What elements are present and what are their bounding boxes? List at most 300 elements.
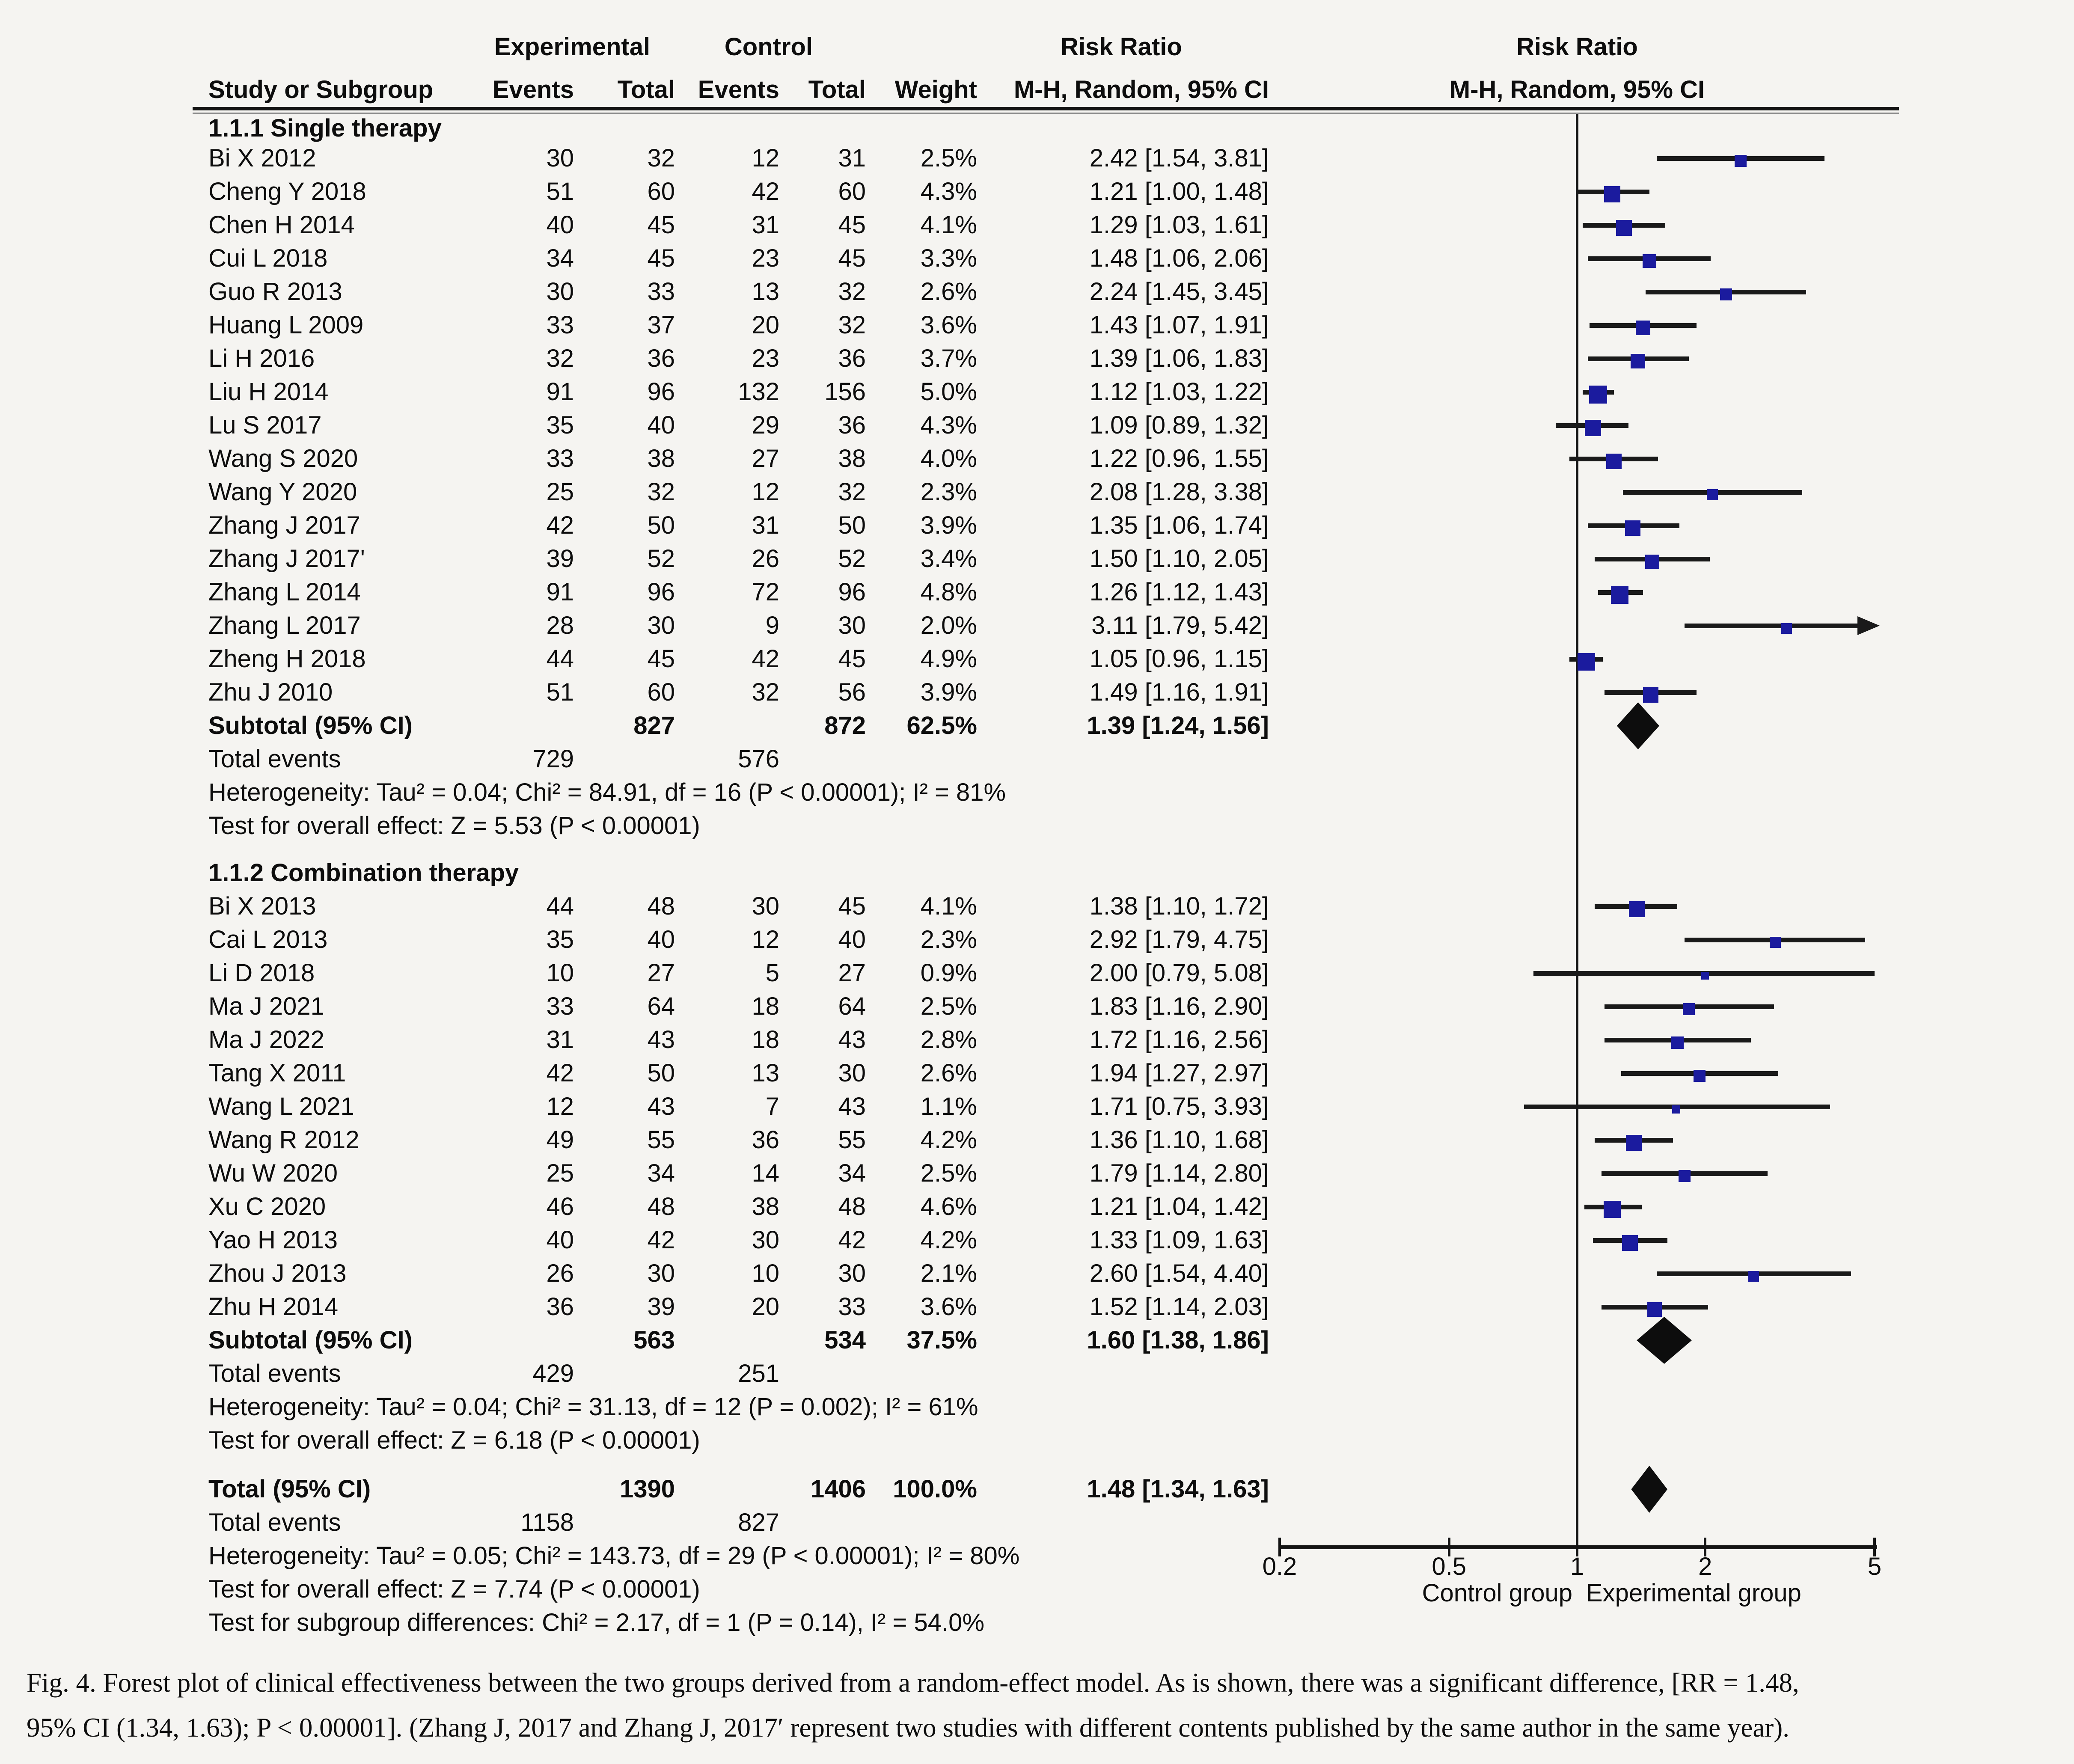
study-total-control: 56 xyxy=(838,678,866,706)
study-total-experimental: 30 xyxy=(647,612,675,639)
column-header-weight: Weight xyxy=(894,76,977,104)
study-total-control: 32 xyxy=(838,278,866,306)
study-total-control: 48 xyxy=(838,1193,866,1221)
study-total-control: 31 xyxy=(838,144,866,172)
study-row-label: Liu H 2014 xyxy=(208,378,329,406)
ci-line xyxy=(1685,624,1857,628)
study-total-experimental: 38 xyxy=(647,445,675,472)
study-total-experimental: 60 xyxy=(647,678,675,706)
effect-square xyxy=(1611,586,1628,604)
study-risk-ratio: 1.21 [1.00, 1.48] xyxy=(1089,178,1269,205)
study-row-label: Huang L 2009 xyxy=(208,311,364,339)
effect-square xyxy=(1643,254,1656,268)
study-total-control: 45 xyxy=(838,211,866,239)
study-events-control: 23 xyxy=(752,344,779,372)
study-row-label: Zhu J 2010 xyxy=(208,678,333,706)
column-header-total-control: Total xyxy=(808,76,866,104)
subtotal-weight: 62.5% xyxy=(906,712,977,739)
study-risk-ratio: 1.79 [1.14, 2.80] xyxy=(1089,1159,1269,1187)
heterogeneity-text: Heterogeneity: Tau² = 0.04; Chi² = 31.13, df = 12 (P = 0.002); I² = 61% xyxy=(208,1393,978,1421)
study-total-experimental: 43 xyxy=(647,1093,675,1120)
study-events-control: 18 xyxy=(752,992,779,1020)
study-row-label: Zhu H 2014 xyxy=(208,1293,339,1321)
study-total-experimental: 96 xyxy=(647,378,675,406)
total-events-control: 251 xyxy=(738,1360,779,1387)
study-risk-ratio: 3.11 [1.79, 5.42] xyxy=(1091,612,1269,639)
total-diamond xyxy=(1631,1466,1667,1513)
subtotal-diamond xyxy=(1617,702,1659,749)
study-events-control: 31 xyxy=(752,511,779,539)
study-events-control: 13 xyxy=(752,278,779,306)
effect-square xyxy=(1770,937,1781,948)
study-risk-ratio: 1.12 [1.03, 1.22] xyxy=(1089,378,1269,406)
study-total-experimental: 40 xyxy=(647,926,675,953)
study-events-experimental: 34 xyxy=(546,244,574,272)
study-risk-ratio: 1.94 [1.27, 2.97] xyxy=(1089,1059,1269,1087)
study-row-label: Wang L 2021 xyxy=(208,1093,354,1120)
study-total-control: 96 xyxy=(838,578,866,606)
study-weight: 3.9% xyxy=(920,511,977,539)
axis-tick-label: 0.5 xyxy=(1432,1553,1466,1580)
study-risk-ratio: 1.43 [1.07, 1.91] xyxy=(1089,311,1269,339)
effect-square xyxy=(1622,1235,1638,1251)
study-events-experimental: 25 xyxy=(546,1159,574,1187)
study-weight: 4.8% xyxy=(920,578,977,606)
study-total-experimental: 60 xyxy=(647,178,675,205)
total-events-experimental: 729 xyxy=(532,745,574,773)
study-weight: 4.1% xyxy=(920,211,977,239)
study-events-experimental: 46 xyxy=(546,1193,574,1221)
study-row-label: Bi X 2013 xyxy=(208,892,316,920)
study-events-experimental: 36 xyxy=(546,1293,574,1321)
study-risk-ratio: 1.52 [1.14, 2.03] xyxy=(1089,1293,1269,1321)
study-events-experimental: 44 xyxy=(546,892,574,920)
heterogeneity-text: Heterogeneity: Tau² = 0.04; Chi² = 84.91, df = 16 (P < 0.00001); I² = 81% xyxy=(208,778,1006,806)
study-events-control: 42 xyxy=(752,645,779,673)
study-events-control: 14 xyxy=(752,1159,779,1187)
study-events-control: 12 xyxy=(752,478,779,506)
study-risk-ratio: 2.08 [1.28, 3.38] xyxy=(1089,478,1269,506)
study-weight: 2.8% xyxy=(920,1026,977,1054)
column-header-events-control: Events xyxy=(698,76,779,104)
study-risk-ratio: 1.49 [1.16, 1.91] xyxy=(1089,678,1269,706)
study-events-experimental: 12 xyxy=(546,1093,574,1120)
study-events-experimental: 26 xyxy=(546,1259,574,1287)
study-total-control: 32 xyxy=(838,311,866,339)
axis-tick-label: 2 xyxy=(1698,1553,1712,1580)
study-total-control: 27 xyxy=(838,959,866,987)
study-total-control: 33 xyxy=(838,1293,866,1321)
study-row-label: Chen H 2014 xyxy=(208,211,355,239)
total-events-control: 827 xyxy=(738,1509,779,1536)
subgroup-title: 1.1.1 Single therapy xyxy=(208,114,442,142)
study-events-experimental: 51 xyxy=(546,678,574,706)
study-weight: 4.0% xyxy=(920,445,977,472)
study-total-experimental: 32 xyxy=(647,478,675,506)
figure-caption-line-2: 95% CI (1.34, 1.63); P < 0.00001]. (Zhang J, 2017 and Zhang J, 2017′ represent two studies with different contents published by the same author in the same year). xyxy=(27,1713,1789,1743)
effect-square xyxy=(1701,972,1709,980)
overall-effect-text: Test for overall effect: Z = 7.74 (P < 0.00001) xyxy=(208,1575,700,1603)
study-total-control: 40 xyxy=(838,926,866,953)
study-events-control: 132 xyxy=(738,378,779,406)
effect-square xyxy=(1671,1036,1684,1049)
study-weight: 2.5% xyxy=(920,992,977,1020)
rr-reference-line xyxy=(1576,114,1578,1547)
study-row-label: Cui L 2018 xyxy=(208,244,328,272)
overall-effect-text: Test for overall effect: Z = 6.18 (P < 0.00001) xyxy=(208,1426,700,1454)
effect-square xyxy=(1720,288,1732,300)
study-weight: 3.4% xyxy=(920,545,977,573)
subtotal-risk-ratio: 1.60 [1.38, 1.86] xyxy=(1087,1326,1269,1354)
axis-label-experimental-group: Experimental group xyxy=(1586,1579,1801,1607)
study-events-experimental: 31 xyxy=(546,1026,574,1054)
study-total-control: 156 xyxy=(824,378,866,406)
study-total-control: 36 xyxy=(838,411,866,439)
study-events-control: 30 xyxy=(752,1226,779,1254)
study-risk-ratio: 1.22 [0.96, 1.55] xyxy=(1089,445,1269,472)
study-events-experimental: 91 xyxy=(546,578,574,606)
study-row-label: Zhang L 2014 xyxy=(208,578,361,606)
study-total-experimental: 50 xyxy=(647,511,675,539)
subtotal-label: Subtotal (95% CI) xyxy=(208,712,413,739)
study-weight: 2.5% xyxy=(920,144,977,172)
study-total-experimental: 39 xyxy=(647,1293,675,1321)
study-row-label: Wang R 2012 xyxy=(208,1126,360,1154)
effect-square xyxy=(1578,653,1595,671)
study-row-label: Li D 2018 xyxy=(208,959,315,987)
study-risk-ratio: 1.05 [0.96, 1.15] xyxy=(1089,645,1269,673)
column-header-experimental: Experimental xyxy=(494,33,651,61)
study-events-experimental: 30 xyxy=(546,144,574,172)
study-total-experimental: 34 xyxy=(647,1159,675,1187)
study-row-label: Ma J 2021 xyxy=(208,992,324,1020)
study-total-control: 30 xyxy=(838,1259,866,1287)
subtotal-diamond xyxy=(1637,1317,1692,1364)
study-weight: 1.1% xyxy=(920,1093,977,1120)
study-row-label: Wang Y 2020 xyxy=(208,478,357,506)
study-risk-ratio: 1.50 [1.10, 2.05] xyxy=(1089,545,1269,573)
effect-square xyxy=(1647,1302,1662,1317)
study-events-experimental: 42 xyxy=(546,1059,574,1087)
study-events-control: 36 xyxy=(752,1126,779,1154)
study-risk-ratio: 1.48 [1.06, 2.06] xyxy=(1089,244,1269,272)
column-header-events-experimental: Events xyxy=(492,76,574,104)
study-weight: 2.6% xyxy=(920,1059,977,1087)
study-total-control: 38 xyxy=(838,445,866,472)
study-events-control: 7 xyxy=(765,1093,779,1120)
study-events-experimental: 28 xyxy=(546,612,574,639)
subtotal-label: Subtotal (95% CI) xyxy=(208,1326,413,1354)
effect-square xyxy=(1625,520,1640,536)
study-total-control: 32 xyxy=(838,478,866,506)
effect-square xyxy=(1626,1135,1642,1151)
study-events-control: 42 xyxy=(752,178,779,205)
study-risk-ratio: 1.09 [0.89, 1.32] xyxy=(1089,411,1269,439)
study-row-label: Yao H 2013 xyxy=(208,1226,338,1254)
effect-square xyxy=(1629,901,1645,917)
study-risk-ratio: 1.33 [1.09, 1.63] xyxy=(1089,1226,1269,1254)
study-weight: 4.2% xyxy=(920,1126,977,1154)
study-row-label: Li H 2016 xyxy=(208,344,315,372)
study-weight: 5.0% xyxy=(920,378,977,406)
study-events-experimental: 51 xyxy=(546,178,574,205)
column-header-mh-ci-left: M-H, Random, 95% CI xyxy=(1013,76,1269,104)
study-events-control: 30 xyxy=(752,892,779,920)
study-total-experimental: 55 xyxy=(647,1126,675,1154)
study-risk-ratio: 1.38 [1.10, 1.72] xyxy=(1089,892,1269,920)
overall-effect-text: Test for overall effect: Z = 5.53 (P < 0.00001) xyxy=(208,812,700,840)
effect-square xyxy=(1683,1003,1695,1015)
effect-square xyxy=(1735,155,1747,167)
study-weight: 2.6% xyxy=(920,278,977,306)
study-total-experimental: 36 xyxy=(647,344,675,372)
study-row-label: Cheng Y 2018 xyxy=(208,178,366,205)
axis-tick-label: 1 xyxy=(1570,1553,1584,1580)
study-events-control: 38 xyxy=(752,1193,779,1221)
effect-square xyxy=(1694,1070,1706,1082)
study-total-experimental: 27 xyxy=(647,959,675,987)
study-total-experimental: 48 xyxy=(647,892,675,920)
study-row-label: Wang S 2020 xyxy=(208,445,358,472)
effect-square xyxy=(1636,321,1650,335)
subtotal-total-experimental: 827 xyxy=(633,712,675,739)
study-total-experimental: 33 xyxy=(647,278,675,306)
study-weight: 0.9% xyxy=(920,959,977,987)
heterogeneity-text: Heterogeneity: Tau² = 0.05; Chi² = 143.73, df = 29 (P < 0.00001); I² = 80% xyxy=(208,1542,1020,1570)
study-risk-ratio: 1.29 [1.03, 1.61] xyxy=(1089,211,1269,239)
study-row-label: Wu W 2020 xyxy=(208,1159,338,1187)
study-weight: 3.7% xyxy=(920,344,977,372)
study-row-label: Ma J 2022 xyxy=(208,1026,324,1054)
study-events-experimental: 33 xyxy=(546,992,574,1020)
study-total-control: 50 xyxy=(838,511,866,539)
subtotal-total-control: 872 xyxy=(824,712,866,739)
column-header-total-experimental: Total xyxy=(617,76,675,104)
effect-square xyxy=(1748,1271,1759,1282)
study-total-control: 42 xyxy=(838,1226,866,1254)
study-total-experimental: 40 xyxy=(647,411,675,439)
study-risk-ratio: 1.83 [1.16, 2.90] xyxy=(1089,992,1269,1020)
study-weight: 3.6% xyxy=(920,311,977,339)
study-weight: 4.1% xyxy=(920,892,977,920)
column-header-risk-ratio-right: Risk Ratio xyxy=(1516,33,1638,61)
study-weight: 2.3% xyxy=(920,478,977,506)
effect-square xyxy=(1643,687,1658,703)
axis-tick-label: 0.2 xyxy=(1262,1553,1297,1580)
study-events-control: 18 xyxy=(752,1026,779,1054)
study-total-control: 45 xyxy=(838,645,866,673)
study-total-experimental: 64 xyxy=(647,992,675,1020)
study-events-control: 12 xyxy=(752,926,779,953)
effect-square xyxy=(1585,420,1601,436)
study-total-experimental: 96 xyxy=(647,578,675,606)
study-events-experimental: 30 xyxy=(546,278,574,306)
total-events-label: Total events xyxy=(208,745,341,773)
study-total-experimental: 42 xyxy=(647,1226,675,1254)
study-weight: 4.3% xyxy=(920,411,977,439)
study-risk-ratio: 2.92 [1.79, 4.75] xyxy=(1089,926,1269,953)
study-risk-ratio: 1.71 [0.75, 3.93] xyxy=(1089,1093,1269,1120)
study-total-control: 64 xyxy=(838,992,866,1020)
study-weight: 4.3% xyxy=(920,178,977,205)
study-total-experimental: 30 xyxy=(647,1259,675,1287)
study-weight: 2.0% xyxy=(920,612,977,639)
study-events-control: 27 xyxy=(752,445,779,472)
study-row-label: Xu C 2020 xyxy=(208,1193,326,1221)
subgroup-differences-text: Test for subgroup differences: Chi² = 2.17, df = 1 (P = 0.14), I² = 54.0% xyxy=(208,1609,985,1636)
subtotal-total-experimental: 563 xyxy=(633,1326,675,1354)
study-risk-ratio: 2.60 [1.54, 4.40] xyxy=(1089,1259,1269,1287)
study-events-experimental: 10 xyxy=(546,959,574,987)
study-events-control: 12 xyxy=(752,144,779,172)
study-events-experimental: 44 xyxy=(546,645,574,673)
subtotal-risk-ratio: 1.39 [1.24, 1.56] xyxy=(1087,712,1269,739)
study-events-control: 29 xyxy=(752,411,779,439)
study-risk-ratio: 2.24 [1.45, 3.45] xyxy=(1089,278,1269,306)
study-weight: 4.2% xyxy=(920,1226,977,1254)
study-events-control: 10 xyxy=(752,1259,779,1287)
study-weight: 2.1% xyxy=(920,1259,977,1287)
study-total-control: 43 xyxy=(838,1093,866,1120)
study-risk-ratio: 1.35 [1.06, 1.74] xyxy=(1089,511,1269,539)
study-row-label: Guo R 2013 xyxy=(208,278,342,306)
study-events-experimental: 35 xyxy=(546,411,574,439)
study-row-label: Bi X 2012 xyxy=(208,144,316,172)
study-events-experimental: 33 xyxy=(546,311,574,339)
study-row-label: Zhang J 2017' xyxy=(208,545,365,573)
study-events-experimental: 91 xyxy=(546,378,574,406)
effect-square xyxy=(1707,489,1718,500)
total-events-label: Total events xyxy=(208,1360,341,1387)
total-events-label: Total events xyxy=(208,1509,341,1536)
study-row-label: Zhou J 2013 xyxy=(208,1259,347,1287)
study-events-experimental: 33 xyxy=(546,445,574,472)
study-total-experimental: 45 xyxy=(647,244,675,272)
total-label: Total (95% CI) xyxy=(208,1475,371,1503)
study-events-experimental: 40 xyxy=(546,211,574,239)
total-events-experimental: 1158 xyxy=(520,1509,574,1536)
study-weight: 3.3% xyxy=(920,244,977,272)
study-events-control: 26 xyxy=(752,545,779,573)
study-events-experimental: 40 xyxy=(546,1226,574,1254)
study-risk-ratio: 2.42 [1.54, 3.81] xyxy=(1089,144,1269,172)
effect-square xyxy=(1645,555,1659,569)
effect-square xyxy=(1616,220,1632,236)
study-events-control: 13 xyxy=(752,1059,779,1087)
study-events-control: 20 xyxy=(752,311,779,339)
study-risk-ratio: 1.26 [1.12, 1.43] xyxy=(1089,578,1269,606)
study-total-experimental: 43 xyxy=(647,1026,675,1054)
effect-square xyxy=(1781,623,1792,634)
study-weight: 4.6% xyxy=(920,1193,977,1221)
study-total-control: 55 xyxy=(838,1126,866,1154)
study-total-experimental: 32 xyxy=(647,144,675,172)
study-events-experimental: 25 xyxy=(546,478,574,506)
total-events-control: 576 xyxy=(738,745,779,773)
study-total-experimental: 50 xyxy=(647,1059,675,1087)
column-header-control: Control xyxy=(724,33,813,61)
study-row-label: Zhang L 2017 xyxy=(208,612,361,639)
study-total-control: 34 xyxy=(838,1159,866,1187)
study-weight: 4.9% xyxy=(920,645,977,673)
study-events-control: 23 xyxy=(752,244,779,272)
subtotal-weight: 37.5% xyxy=(906,1326,977,1354)
study-total-control: 52 xyxy=(838,545,866,573)
study-events-experimental: 49 xyxy=(546,1126,574,1154)
study-risk-ratio: 1.72 [1.16, 2.56] xyxy=(1089,1026,1269,1054)
study-total-experimental: 48 xyxy=(647,1193,675,1221)
study-events-control: 5 xyxy=(765,959,779,987)
study-total-control: 43 xyxy=(838,1026,866,1054)
column-header-mh-ci-right: M-H, Random, 95% CI xyxy=(1449,76,1705,104)
study-risk-ratio: 1.39 [1.06, 1.83] xyxy=(1089,344,1269,372)
column-header-risk-ratio-left: Risk Ratio xyxy=(1061,33,1182,61)
study-total-experimental: 37 xyxy=(647,311,675,339)
study-events-experimental: 35 xyxy=(546,926,574,953)
study-total-experimental: 45 xyxy=(647,211,675,239)
total-risk-ratio: 1.48 [1.34, 1.63] xyxy=(1087,1475,1269,1503)
study-total-control: 36 xyxy=(838,344,866,372)
study-total-experimental: 52 xyxy=(647,545,675,573)
study-events-experimental: 42 xyxy=(546,511,574,539)
total-total-control: 1406 xyxy=(810,1475,866,1503)
study-risk-ratio: 2.00 [0.79, 5.08] xyxy=(1089,959,1269,987)
study-row-label: Tang X 2011 xyxy=(208,1059,346,1087)
study-row-label: Lu S 2017 xyxy=(208,411,322,439)
study-total-control: 45 xyxy=(838,244,866,272)
study-row-label: Cai L 2013 xyxy=(208,926,328,953)
study-weight: 2.3% xyxy=(920,926,977,953)
total-total-experimental: 1390 xyxy=(619,1475,675,1503)
study-events-control: 20 xyxy=(752,1293,779,1321)
subgroup-title: 1.1.2 Combination therapy xyxy=(208,859,519,887)
study-total-experimental: 45 xyxy=(647,645,675,673)
ci-arrow-right-icon xyxy=(1857,616,1880,635)
total-weight: 100.0% xyxy=(893,1475,977,1503)
study-risk-ratio: 1.21 [1.04, 1.42] xyxy=(1089,1193,1269,1221)
axis-label-control-group: Control group xyxy=(1422,1579,1572,1607)
study-events-experimental: 32 xyxy=(546,344,574,372)
study-row-label: Zheng H 2018 xyxy=(208,645,366,673)
effect-square xyxy=(1604,186,1620,202)
study-weight: 3.9% xyxy=(920,678,977,706)
study-events-experimental: 39 xyxy=(546,545,574,573)
study-risk-ratio: 1.36 [1.10, 1.68] xyxy=(1089,1126,1269,1154)
effect-square xyxy=(1631,354,1645,368)
rr-axis-line xyxy=(1280,1545,1877,1549)
study-total-control: 30 xyxy=(838,1059,866,1087)
study-row-label: Zhang J 2017 xyxy=(208,511,360,539)
total-events-experimental: 429 xyxy=(532,1360,574,1387)
study-weight: 2.5% xyxy=(920,1159,977,1187)
study-total-control: 30 xyxy=(838,612,866,639)
column-header-study: Study or Subgroup xyxy=(208,76,434,104)
study-weight: 3.6% xyxy=(920,1293,977,1321)
axis-tick-label: 5 xyxy=(1867,1553,1882,1580)
study-total-control: 60 xyxy=(838,178,866,205)
study-events-control: 32 xyxy=(752,678,779,706)
study-events-control: 9 xyxy=(765,612,779,639)
effect-square xyxy=(1606,454,1622,469)
study-total-control: 45 xyxy=(838,892,866,920)
header-rule xyxy=(193,107,1899,110)
effect-square xyxy=(1604,1201,1621,1218)
subtotal-total-control: 534 xyxy=(824,1326,866,1354)
effect-square xyxy=(1679,1170,1691,1182)
effect-square xyxy=(1589,386,1607,404)
figure-caption-line-1: Fig. 4. Forest plot of clinical effectiveness between the two groups derived from a random-effect model. As is shown, there was a significant difference, [RR = 1.48, xyxy=(27,1668,1799,1698)
study-events-control: 72 xyxy=(752,578,779,606)
